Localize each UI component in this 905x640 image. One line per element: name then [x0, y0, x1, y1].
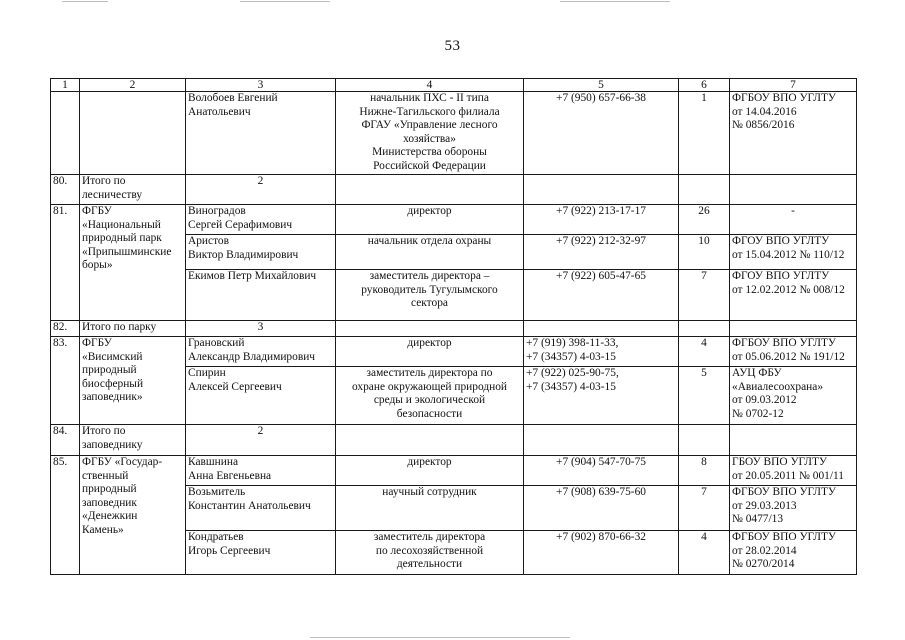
organization-cell: ФГБУ «Государ- ственный природный заповедник «Денежкин Камень»: [80, 456, 186, 575]
total-label: Итого по заповеднику: [80, 425, 186, 456]
empty-cell: [524, 175, 679, 205]
phone-cell: +7 (922) 213-17-17: [524, 205, 679, 235]
phone-cell: +7 (919) 398-11-33, +7 (34357) 4-03-15: [524, 337, 679, 367]
empty-cell: [524, 425, 679, 456]
person-position: директор: [336, 337, 524, 367]
experience-cell: 7: [679, 486, 730, 531]
empty-cell: [730, 321, 857, 337]
experience-cell: 5: [679, 367, 730, 425]
personnel-table: [50, 78, 857, 575]
scan-artifact-line: [310, 637, 570, 638]
certificate-cell: ФГБОУ ВПО УГЛТУ от 14.04.2016 № 0856/2016: [730, 92, 857, 175]
scan-artifact-line: [240, 1, 330, 2]
certificate-cell: ГБОУ ВПО УГЛТУ от 20.05.2011 № 001/11: [730, 456, 857, 486]
total-count: 3: [186, 321, 336, 337]
total-label: Итого по парку: [80, 321, 186, 337]
column-header: 4: [336, 79, 524, 92]
person-name: Кавшнина Анна Евгеньевна: [186, 456, 336, 486]
certificate-cell: АУЦ ФБУ «Авиалесоохрана» от 09.03.2012 № 0702-12: [730, 367, 857, 425]
phone-cell: +7 (922) 605-47-65: [524, 270, 679, 321]
empty-cell: [336, 321, 524, 337]
person-name: Спирин Алексей Сергеевич: [186, 367, 336, 425]
total-count: 2: [186, 425, 336, 456]
column-header: 1: [51, 79, 80, 92]
experience-cell: 4: [679, 337, 730, 367]
column-header: 3: [186, 79, 336, 92]
table-row: [51, 337, 857, 367]
table-row: [51, 205, 857, 235]
total-count: 2: [186, 175, 336, 205]
phone-cell: +7 (908) 639-75-60: [524, 486, 679, 531]
experience-cell: 1: [679, 92, 730, 175]
person-position: директор: [336, 205, 524, 235]
person-position: научный сотрудник: [336, 486, 524, 531]
experience-cell: 7: [679, 270, 730, 321]
certificate-cell: -: [730, 205, 857, 235]
scan-artifact-line: [560, 1, 670, 2]
empty-cell: [679, 425, 730, 456]
column-header: 2: [80, 79, 186, 92]
column-header: 7: [730, 79, 857, 92]
experience-cell: 10: [679, 235, 730, 270]
person-name: Грановский Александр Владимирович: [186, 337, 336, 367]
row-number: 84.: [51, 425, 80, 456]
person-name: Возьмитель Константин Анатольевич: [186, 486, 336, 531]
page-number: 53: [444, 38, 461, 54]
phone-cell: +7 (902) 870-66-32: [524, 531, 679, 575]
total-label: Итого по лесничеству: [80, 175, 186, 205]
column-header: 5: [524, 79, 679, 92]
person-name: Аристов Виктор Владимирович: [186, 235, 336, 270]
person-name: Волобоев Евгений Анатольевич: [186, 92, 336, 175]
empty-cell: [524, 321, 679, 337]
row-number: 83.: [51, 337, 80, 425]
phone-cell: +7 (950) 657-66-38: [524, 92, 679, 175]
empty-cell: [730, 425, 857, 456]
empty-cell: [679, 321, 730, 337]
column-header: 6: [679, 79, 730, 92]
person-position: директор: [336, 456, 524, 486]
certificate-cell: ФГОУ ВПО УГЛТУ от 15.04.2012 № 110/12: [730, 235, 857, 270]
row-number: 80.: [51, 175, 80, 205]
empty-cell: [336, 175, 524, 205]
scan-artifact-line: [62, 1, 108, 2]
experience-cell: 4: [679, 531, 730, 575]
person-name: Виноградов Сергей Серафимович: [186, 205, 336, 235]
person-position: заместитель директора – руководитель Тугулымского сектора: [336, 270, 524, 321]
empty-cell: [730, 175, 857, 205]
certificate-cell: ФГБОУ ВПО УГЛТУ от 05.06.2012 № 191/12: [730, 337, 857, 367]
empty-cell: [336, 425, 524, 456]
row-number: [51, 92, 80, 175]
empty-cell: [679, 175, 730, 205]
table-row: [51, 92, 857, 175]
table-row: [51, 456, 857, 486]
phone-cell: +7 (904) 547-70-75: [524, 456, 679, 486]
person-position: заместитель директора по лесохозяйственной деятельности: [336, 531, 524, 575]
person-position: начальник отдела охраны: [336, 235, 524, 270]
organization-cell: [80, 92, 186, 175]
person-name: Кондратьев Игорь Сергеевич: [186, 531, 336, 575]
row-number: 81.: [51, 205, 80, 321]
total-row: [51, 321, 857, 337]
row-number: 85.: [51, 456, 80, 575]
experience-cell: 8: [679, 456, 730, 486]
total-row: [51, 175, 857, 205]
organization-cell: ФГБУ «Висимский природный биосферный заповедник»: [80, 337, 186, 425]
person-name: Екимов Петр Михайлович: [186, 270, 336, 321]
table-header-row: [51, 79, 857, 92]
person-position: заместитель директора по охране окружающей природной среды и экологической безопасности: [336, 367, 524, 425]
total-row: [51, 425, 857, 456]
certificate-cell: ФГБОУ ВПО УГЛТУ от 28.02.2014 № 0270/2014: [730, 531, 857, 575]
organization-cell: ФГБУ «Национальный природный парк «Припышминские боры»: [80, 205, 186, 321]
person-position: начальник ПХС - II типа Нижне-Тагильского филиала ФГАУ «Управление лесного хозяйства» Министерства обороны Российской Федерации: [336, 92, 524, 175]
phone-cell: +7 (922) 025-90-75, +7 (34357) 4-03-15: [524, 367, 679, 425]
row-number: 82.: [51, 321, 80, 337]
experience-cell: 26: [679, 205, 730, 235]
certificate-cell: ФГБОУ ВПО УГЛТУ от 29.03.2013 № 0477/13: [730, 486, 857, 531]
phone-cell: +7 (922) 212-32-97: [524, 235, 679, 270]
certificate-cell: ФГОУ ВПО УГЛТУ от 12.02.2012 № 008/12: [730, 270, 857, 321]
